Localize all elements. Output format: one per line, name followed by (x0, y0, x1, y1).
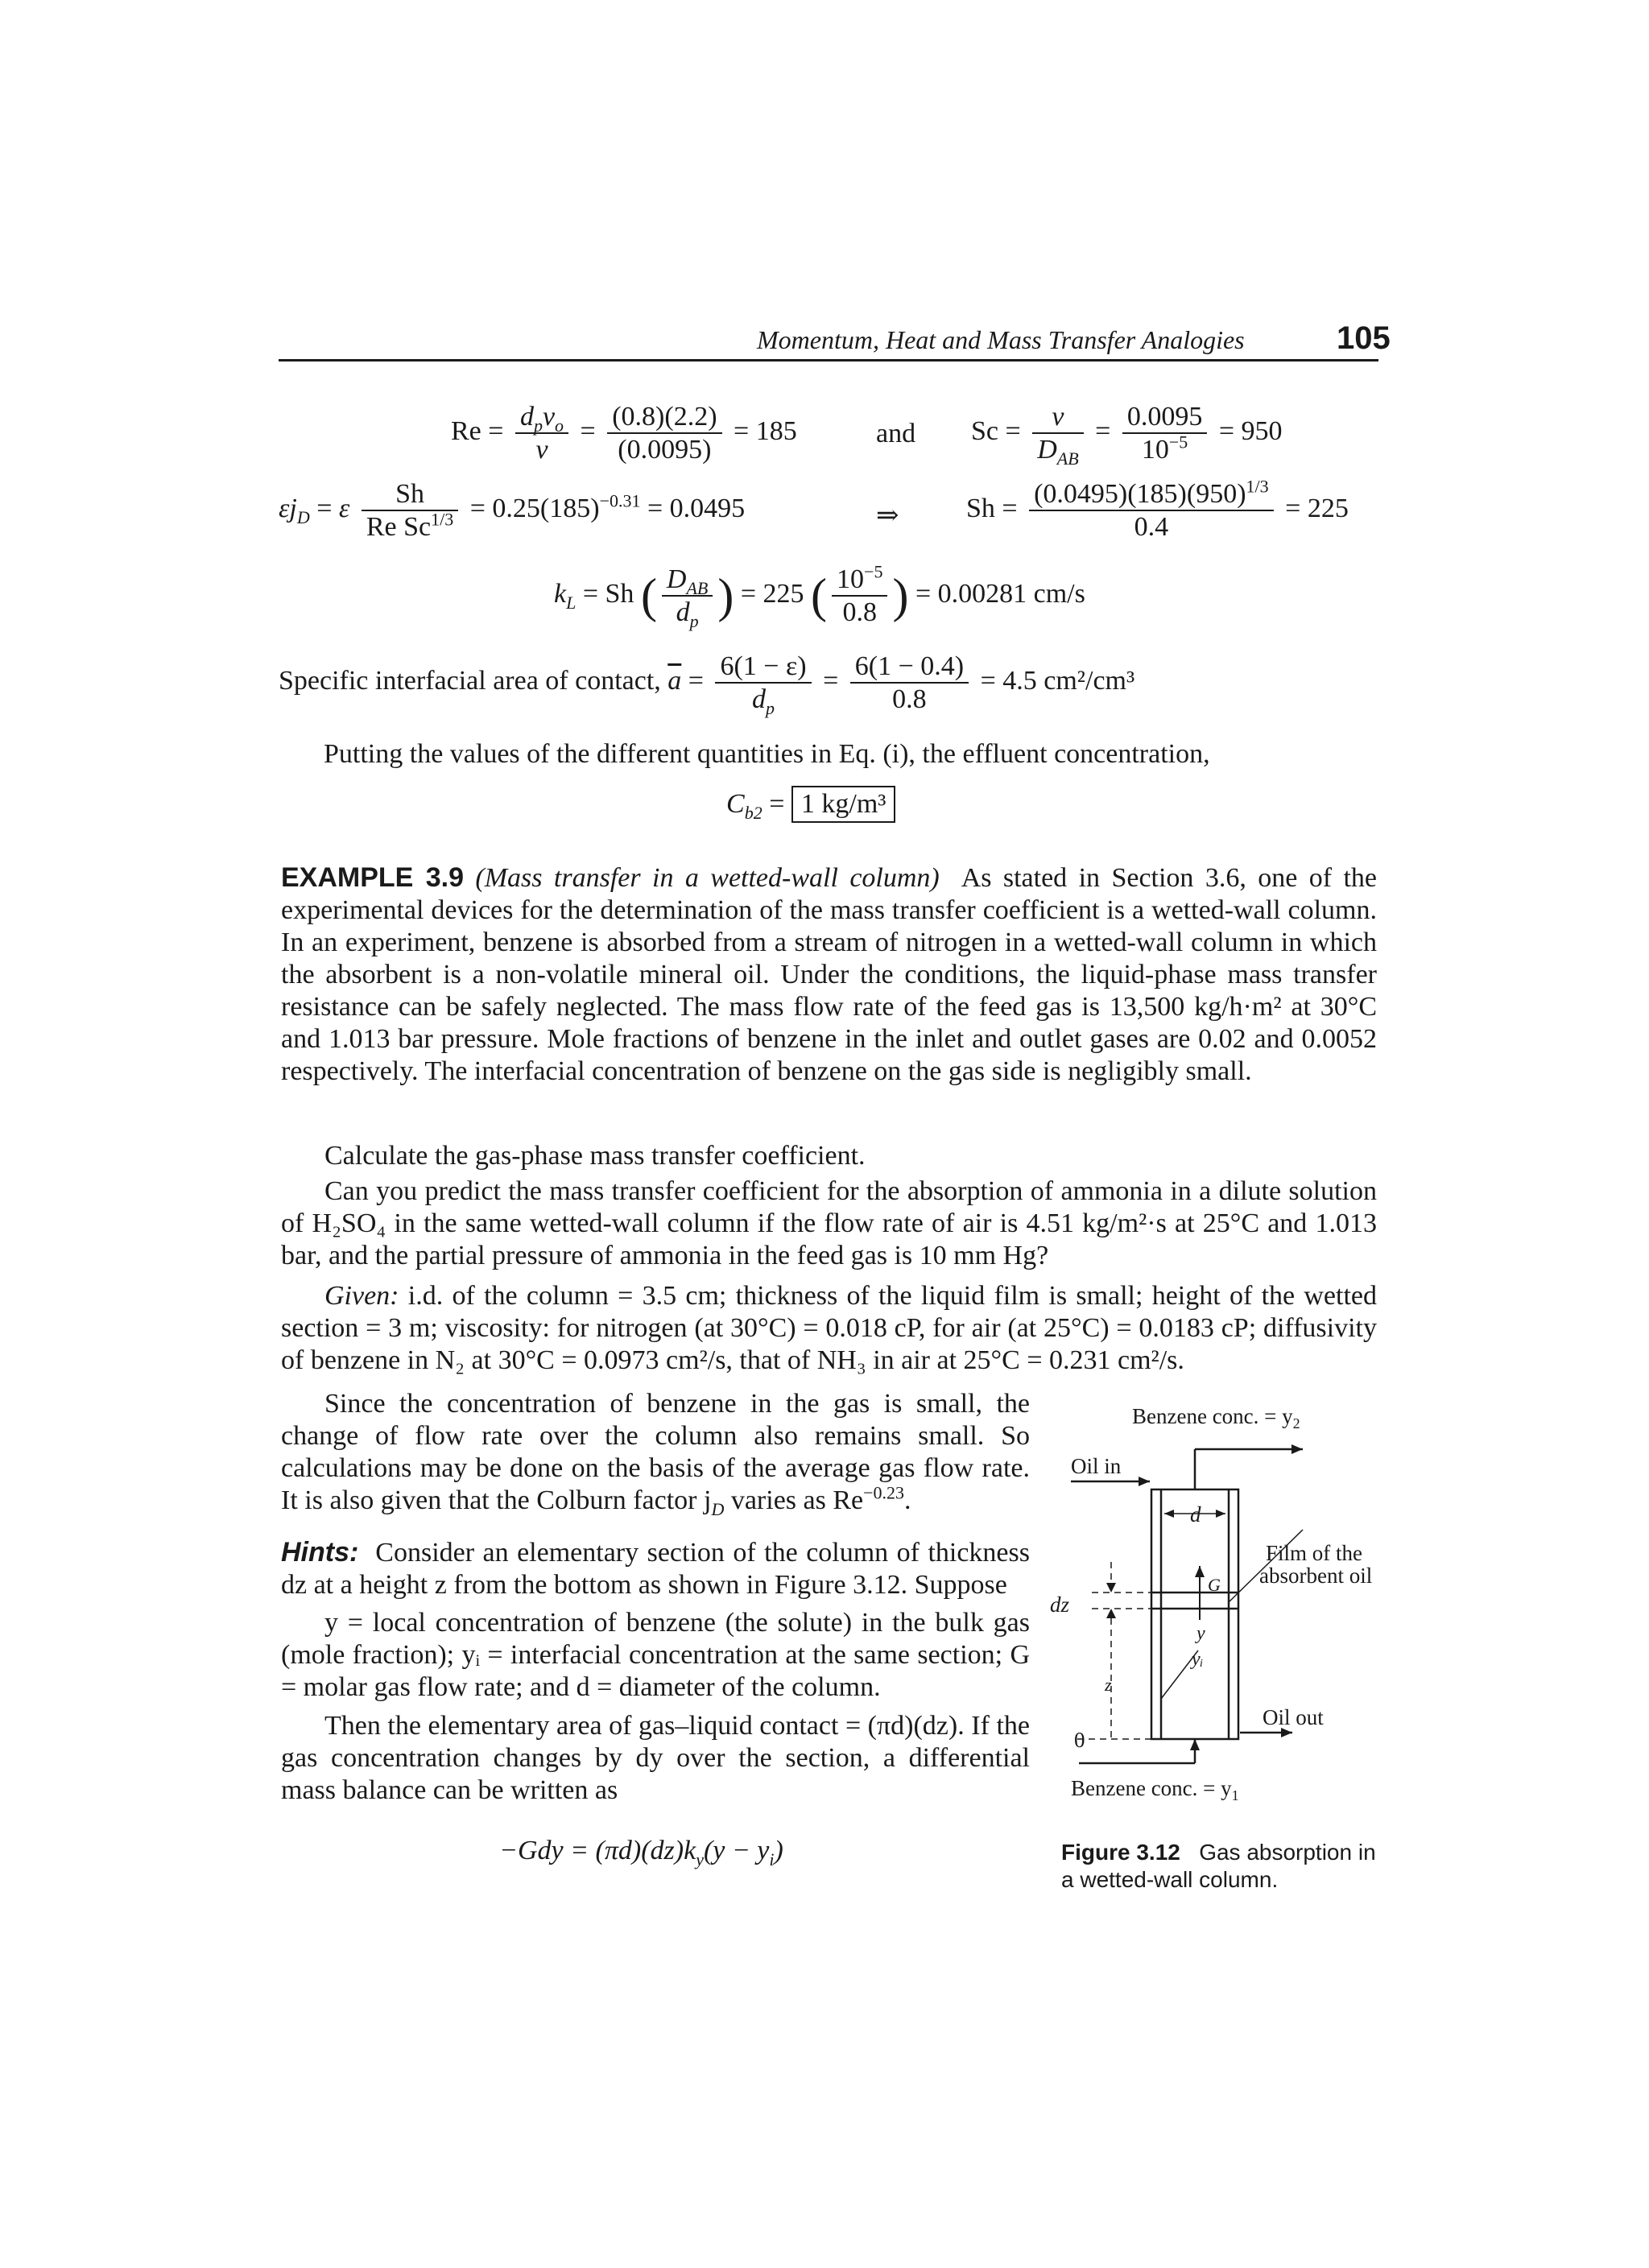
oil-in-label: Oil in (1071, 1454, 1122, 1478)
given-label: Given: (324, 1281, 399, 1311)
benzene-bottom-label: Benzene conc. = $y_1$ (1071, 1776, 1239, 1803)
area-equation: Specific interfacial area of contact, $\overline{a}$ = $\frac{6(1 - \varepsilon)}{d_p}$ = $\frac{6(1 - 0.4)}{0.8}$ = 4.5 cm²/cm³ (279, 651, 1135, 718)
figure-caption (1061, 1839, 1391, 1894)
sc-frac2-num: 0.0095 (1122, 401, 1208, 434)
ejd-rhs: = 0.25(185) (469, 493, 600, 523)
re-frac1-num: d (519, 402, 534, 432)
hints-label: Hints: (281, 1537, 359, 1568)
paragraph6-text: Then the elementary area of gas–liquid contact = (πd)(dz). If the gas concentration changes by dy over the section, a differential mass balance can be written as (281, 1711, 1030, 1805)
sc-frac1-den: D (1037, 435, 1057, 465)
implies-arrow: ⇒ (876, 501, 899, 531)
sc-result: = 950 (1218, 415, 1283, 446)
kl-result: = 0.00281 cm/s (915, 578, 1085, 609)
kl-den2: 0.8 (842, 597, 877, 628)
sc-frac-numeric: $\frac{0.0095}{10^{-5}}$ (1122, 401, 1208, 465)
re-frac2-num: (0.8)(2.2) (607, 401, 721, 434)
sc-frac-symbolic: $\frac{\nu}{D_{AB}}$ (1032, 401, 1083, 465)
paragraph4-text: Since the concentration of benzene in the gas is small, the change of flow rate over the column also remains small. So calculations may be done on the basis of the average gas flow rate. It is also given that the Colburn factor j (281, 1389, 1030, 1515)
y-label: y (1196, 1623, 1205, 1644)
oil-out-label: Oil out (1263, 1705, 1324, 1729)
figure-caption-text: Gas absorption in a wetted-wall column. (1061, 1840, 1376, 1892)
example-paragraph-4: Since the concentration of benzene in the gas is small, the change of flow rate over the column also remains small. So calculations may be done on the basis of the average gas flow rate. It is also given that the Colburn factor $j_D$ varies as $Re^{-0.23}$. (281, 1389, 1030, 1519)
sh-frac-den: 0.4 (1134, 512, 1169, 543)
ejd-lhs: εj (279, 493, 297, 523)
example-label: EXAMPLE 3.9 (281, 862, 464, 893)
cb2-equation: $C_{b2} = 1$ kg/m³ (726, 786, 895, 823)
example-paragraph1-text: As stated in Section 3.6, one of the experimental devices for the determination of the mass transfer coefficient is a wetted-wall column. In an experiment, benzene is absorbed from a stream of nitrogen in a wetted-wall column in which the absorbent is a non-volatile mineral oil. Under the conditions, the liquid-phase mass transfer resistance can be safely neglected. The mass flow rate of the feed gas is 13,500 kg/h·m² at 30°C and 1.013 bar pressure. Mole fractions of benzene in the inlet and outlet gases are 0.02 and 0.0052 respectively. The interfacial concentration of benzene on the gas side is negligibly small. (281, 863, 1378, 1086)
dz-arrowhead-up (1106, 1609, 1116, 1618)
dz-label: dz (1050, 1593, 1070, 1617)
ejd-frac-den: Re Sc (366, 512, 432, 543)
sh-frac: $\frac{(0.0495)(185)(950)^{1/3}}{0.4}$ (1029, 478, 1274, 543)
sc-frac2-den: 10 (1141, 435, 1169, 465)
kl-lhs: = Sh (582, 578, 634, 609)
sh-frac-num: (0.0495)(185)(950) (1034, 479, 1246, 509)
sh-result: = 225 (1285, 493, 1349, 523)
kl-mid: = 225 (740, 578, 804, 609)
oil-in-arrowhead (1139, 1477, 1150, 1486)
running-header-title: Momentum, Heat and Mass Transfer Analogies (757, 325, 1245, 354)
example-paragraph-5 (281, 1607, 1030, 1704)
g-arrowhead (1195, 1566, 1205, 1577)
column-outline (1151, 1489, 1238, 1739)
cb2-lhs: = (769, 789, 791, 819)
ejd-equation: $\varepsilon j_D = \varepsilon$ $\frac{Sh}{Re Sc^{1/3}}$ = $0.25(185)^{-0.31} = 0.0495$ (279, 479, 746, 543)
sh-equation (966, 478, 1349, 543)
example-paragraph-2 (281, 1140, 1377, 1172)
kl-num2: 10 (837, 564, 865, 594)
figure-caption-label: Figure 3.12 (1061, 1840, 1180, 1865)
hints-text: Consider an elementary section of the column of thickness dz at a height z from the bottom as shown in Figure 3.12. Suppose (281, 1538, 1030, 1600)
re-frac1-den: ν (535, 435, 548, 465)
example-paragraph-3 (281, 1175, 1377, 1272)
final-equation: $-Gdy = (\pi d)(dz)k_y(y - y_i)$ (499, 1836, 783, 1869)
area-label: Specific interfacial area of contact, (279, 665, 661, 696)
area-result: = 4.5 cm²/cm³ (980, 665, 1135, 696)
ejd-frac: $\frac{Sh}{Re Sc^{1/3}}$ (362, 478, 458, 543)
benzene-top-label: Benzene conc. = $y_2$ (1132, 1404, 1300, 1431)
sc-equation: Sc = $\frac{\nu}{D_{AB}}$ = $\frac{0.0095}{10^{-5}}$ = 950 (971, 402, 1283, 469)
example-paragraph2-text: Calculate the gas-phase mass transfer coefficient. (324, 1141, 866, 1171)
d-label: d (1190, 1502, 1201, 1526)
header-rule (279, 359, 1378, 361)
sh-lhs: Sh = (966, 493, 1018, 523)
top-arrowhead (1292, 1444, 1303, 1454)
d-left-arrowhead (1164, 1510, 1174, 1518)
final-eq-end: (y − y (703, 1836, 770, 1865)
given-paragraph (281, 1280, 1377, 1377)
area-frac2 (850, 651, 969, 715)
zero-label: 0 (1074, 1728, 1085, 1752)
hints-paragraph (281, 1536, 1030, 1601)
paragraph5-text: y = local concentration of benzene (the solute) in the bulk gas (mole fraction); yᵢ = interfacial concentration at the same section; G = molar gas flow rate; and d = diameter of the column. (281, 1608, 1030, 1702)
example-paragraph3-text: Can you predict the mass transfer coefficient for the absorption of ammonia in a dilute solution of H₂SO₄ in the same wetted-wall column if the flow rate of air is 4.51 kg/m²·s at 25°C and 1.013 bar, and the partial pressure of ammonia in the feed gas is 10 mm Hg? (281, 1176, 1377, 1270)
re-frac-numeric (607, 401, 721, 465)
example-paragraph-6 (281, 1710, 1030, 1807)
g-label: G (1208, 1575, 1221, 1595)
cb2-boxed-value: 1 kg/m³ (791, 786, 896, 823)
area-frac1: $\frac{6(1 - \varepsilon)}{d_p}$ (715, 651, 811, 715)
sc-lhs: Sc = (971, 415, 1021, 446)
and-word: and (876, 419, 916, 448)
film-label-line2: absorbent oil (1259, 1564, 1373, 1588)
ejd-frac-num: Sh (362, 478, 458, 511)
kl-frac1: $\frac{D_{AB}}{d_p}$ (662, 564, 713, 628)
area-frac2-den: 0.8 (892, 684, 927, 715)
kl-frac2: $\frac{10^{-5}}{0.8}$ (832, 564, 887, 628)
re-equation: Re = $\frac{d_pv_o}{\nu}$ = $\frac{(0.8)(2.2)}{(0.0095)}$ = 185 (451, 402, 797, 465)
film-label-line1: Film of the (1266, 1541, 1362, 1565)
given-text: i.d. of the column = 3.5 cm; thickness of the liquid film is small; height of the wetted section = 3 m; viscosity: for nitrogen (at 30°C) = 0.018 cP, for air (at 25°C) = 0.0183 cP; diffusivity of benzene in N₂ at 30°C = 0.0973 cm²/s, that of NH₃ in air at 25°C = 0.231 cm²/s. (281, 1281, 1378, 1375)
re-result: = 185 (734, 415, 797, 446)
re-frac-symbolic: $\frac{d_pv_o}{\nu}$ (515, 401, 568, 465)
page-number: 105 (1337, 320, 1391, 356)
putting-line: Putting the values of the different quantities in Eq. (i), the effluent concentration, (324, 739, 1210, 769)
ejd-result: = 0.0495 (647, 493, 746, 523)
example-paragraph-1 (281, 861, 1377, 1088)
sc-frac1-num: ν (1032, 401, 1083, 434)
wetted-wall-column-figure (1047, 1401, 1401, 1820)
dz-arrowhead-down (1106, 1583, 1116, 1593)
area-frac1-num: 6(1 − ε) (715, 651, 811, 684)
final-eq-main: −Gdy = (πd)(dz)k (499, 1836, 696, 1865)
kl-equation: $k_L = Sh$ ( $\frac{D_{AB}}{d_p}$ ) = 225 ( $\frac{10^{-5}}{0.8}$ ) = 0.00281 cm/s (554, 561, 1085, 631)
area-frac2-num: 6(1 − 0.4) (850, 651, 969, 684)
example-title: (Mass transfer in a wetted-wall column) (475, 863, 940, 893)
re-lhs: Re = (451, 415, 504, 446)
paragraph4-end: varies as Re (724, 1485, 864, 1515)
re-frac2-den: (0.0095) (618, 435, 712, 465)
z-label: z (1105, 1675, 1112, 1695)
d-right-arrowhead (1216, 1510, 1225, 1518)
bottom-arrowhead (1190, 1739, 1200, 1750)
yi-label: yᵢ (1192, 1649, 1204, 1670)
